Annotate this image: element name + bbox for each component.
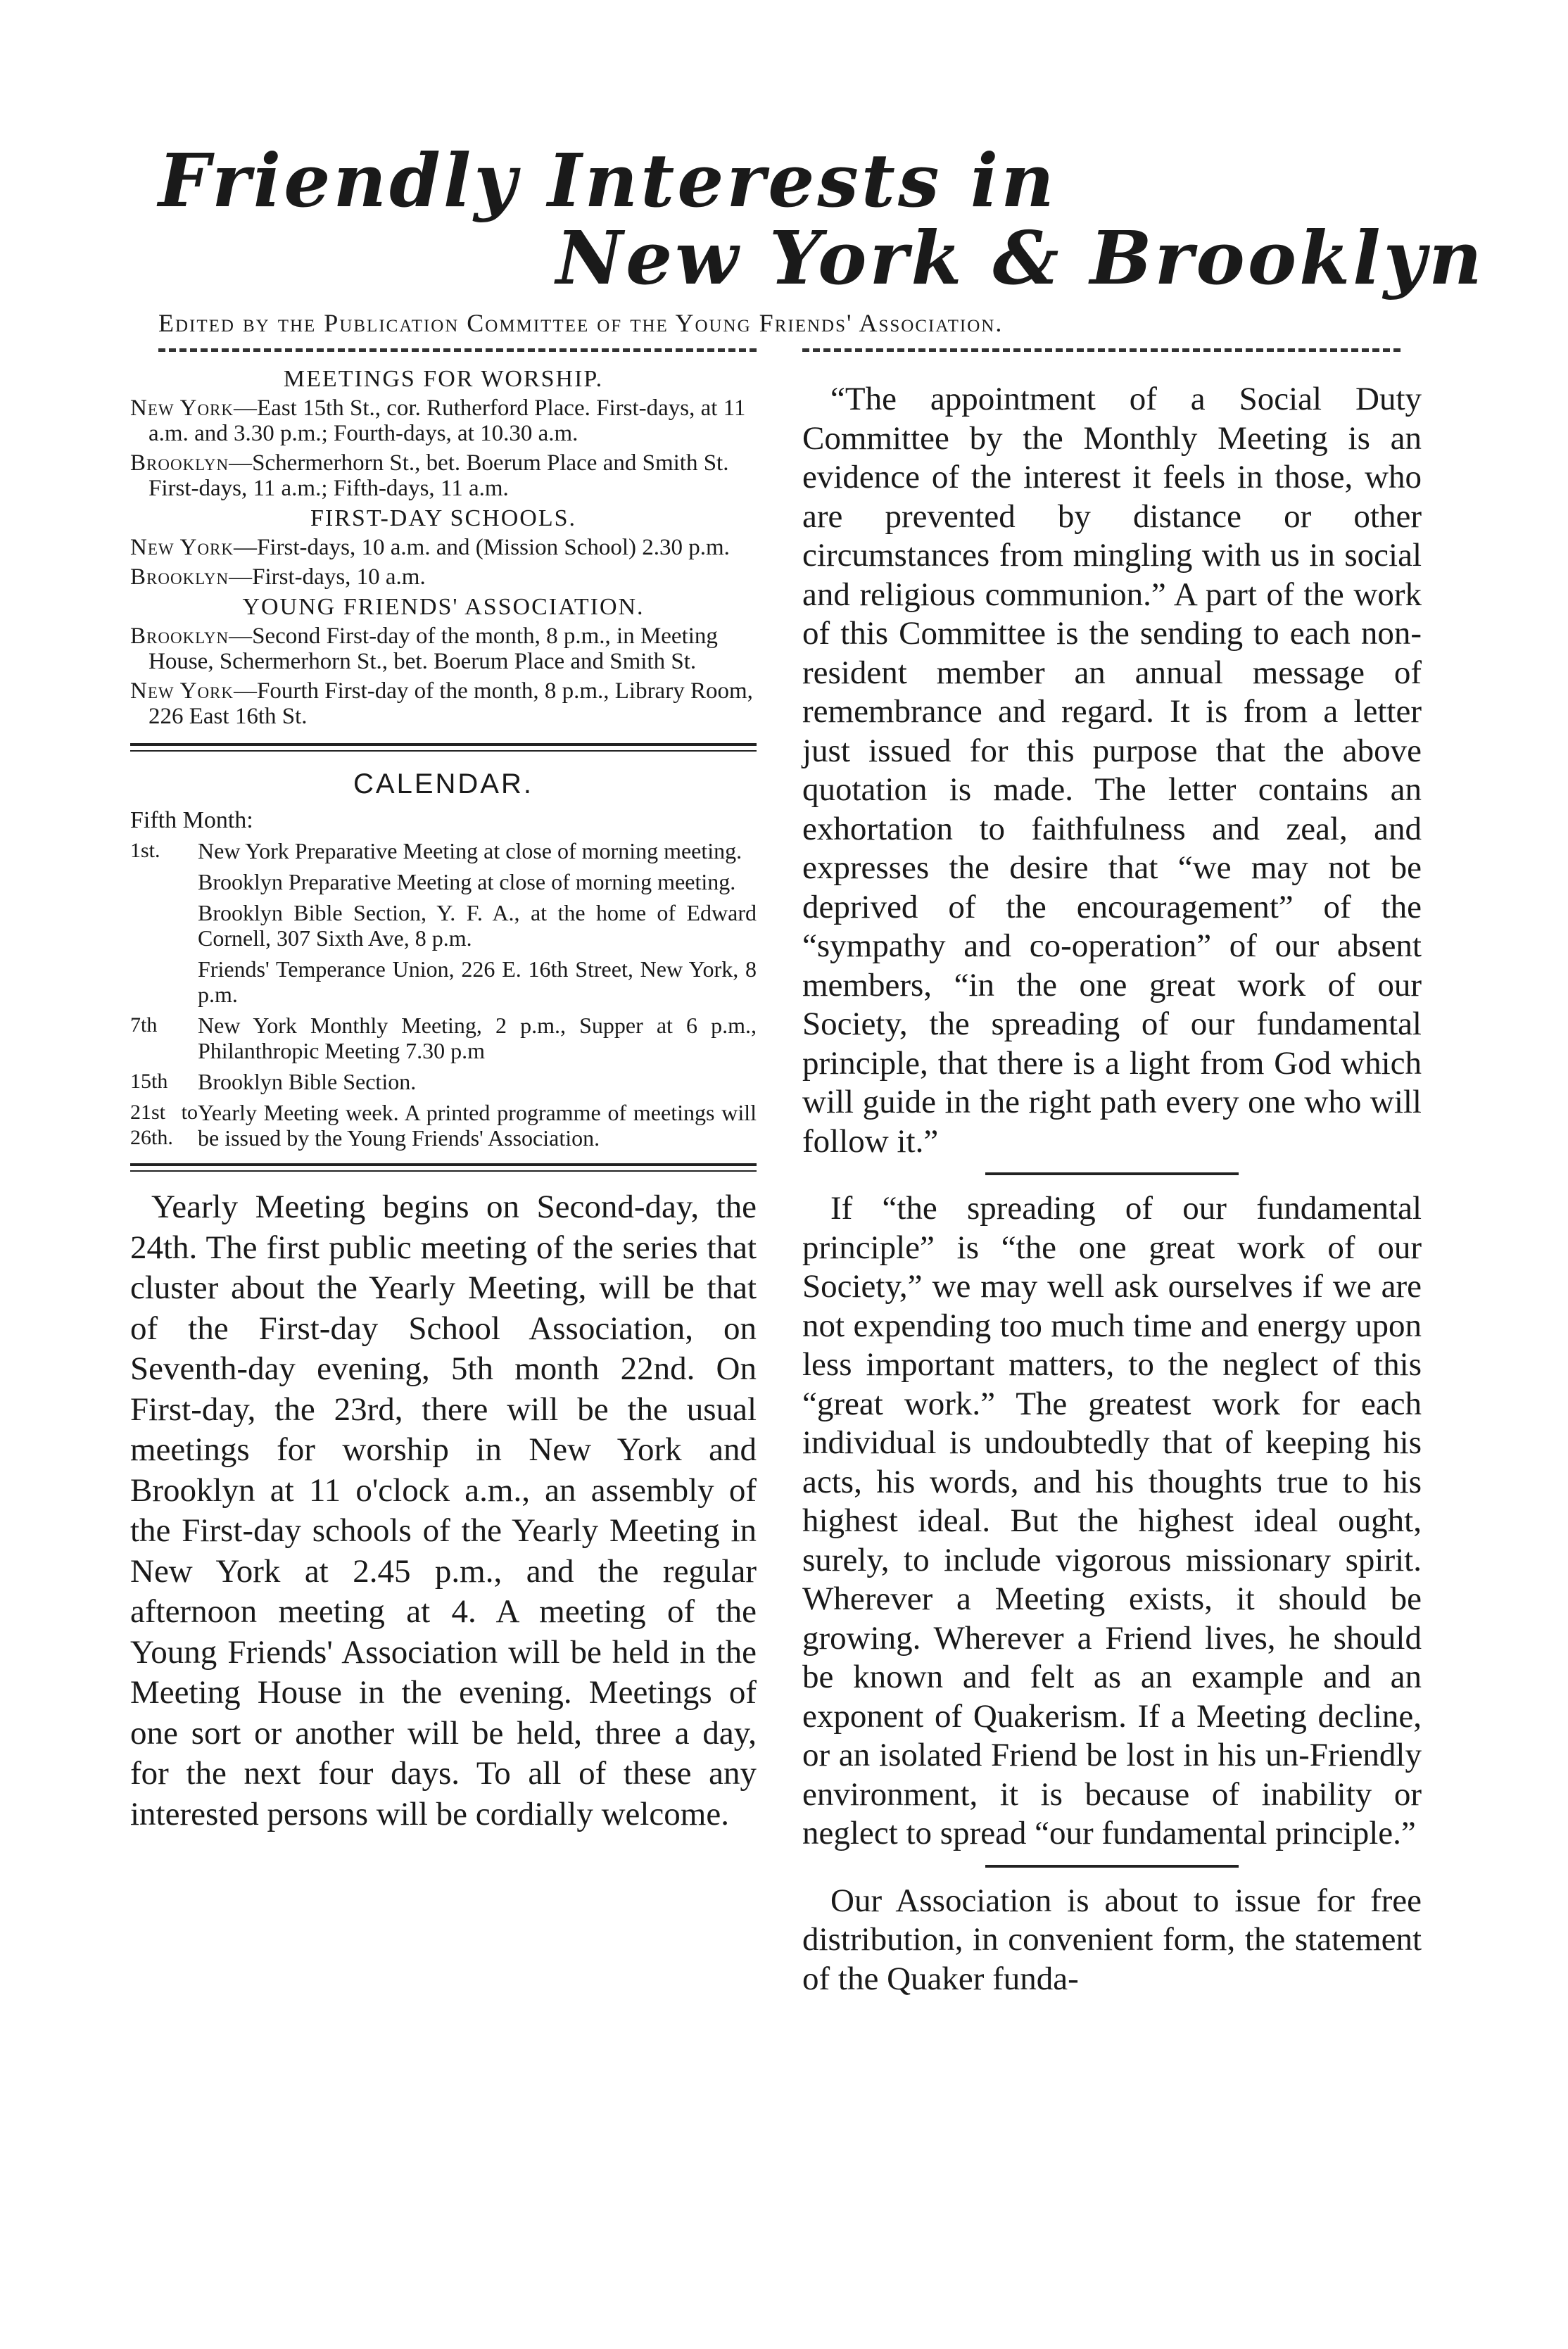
calendar-row — [130, 1013, 757, 1069]
meetings-heading: MEETINGS FOR WORSHIP. — [283, 366, 604, 392]
left-column — [130, 366, 757, 1835]
masthead-title-line1: Friendly Interests in — [158, 137, 1057, 224]
calendar-row — [130, 900, 757, 956]
association-entry-brooklyn: Brooklyn—Second First-day of the month, 8 p.m., in Meeting House, Schermerhorn St., bet. Boerum Place and Smith St. — [130, 623, 718, 674]
school-entry-new-york: New York—First-days, 10 a.m. and (Mission School) 2.30 p.m. — [130, 535, 730, 560]
calendar-text: Yearly Meeting week. A printed programme of meetings will be issued by the Young Friends' Association. — [198, 1100, 757, 1151]
header-rule-left — [158, 348, 757, 352]
header-rule-right — [802, 348, 1401, 352]
association-entry-new-york: New York—Fourth First-day of the month, 8 p.m., Library Room, 226 East 16th St. — [130, 678, 753, 729]
calendar-text: Brooklyn Bible Section, Y. F. A., at the home of Edward Cornell, 307 Sixth Ave, 8 p.m. — [198, 900, 757, 951]
fundamental-principle-article: If “the spreading of our fundamental principle” is “the one great work of our Society,” we may well ask ourselves if we are not expending too much time and energy upon less important matters, to the neglect of this “great work.” The greatest work for each individual is undoubtedly that of keeping his acts, his words, and his thoughts true to his highest ideal. But the highest ideal ought, surely, to include vigorous missionary spirit. Wherever a Meeting exists, it should be growing. Wherever a Friend lives, he should be known and felt as an example and an exponent of Quakerism. If a Meeting decline, or an isolated Friend be lost in his un-Friendly environment, it is because of inability or neglect to spread “our fundamental principle.” — [802, 1190, 1422, 1851]
social-duty-article: “The appointment of a Social Duty Committee by the Monthly Meeting is an evidence of the interest it feels in those, who are prevented by distance or other circumstances from mingling with us in social and religious communion.” A part of the work of this Committee is the sending to each non-resident member an annual message of remembrance and regard. It is from a letter just issued for this purpose that the above quotation is made. The letter contains an exhortation to faithfulness and zeal, and expresses the desire that “we may not be deprived of the encouragement” of the “sympathy and co-operation” of our absent members, “in the one great work of our Society, the spreading of our fundamental principle, that there is a light from God which will guide in the right path every one who will follow it.” — [802, 381, 1422, 1160]
school-entry-brooklyn: Brooklyn—First-days, 10 a.m. — [130, 564, 426, 590]
calendar-date — [130, 956, 198, 1013]
calendar-row — [130, 1100, 757, 1156]
calendar-rule-bottom — [130, 1163, 757, 1172]
calendar-date — [130, 900, 198, 956]
right-column — [802, 380, 1422, 1999]
calendar-date — [130, 869, 198, 900]
section-divider — [985, 1865, 1239, 1868]
calendar-date: 21st to 26th. — [130, 1101, 198, 1149]
editor-credit: Edited by the Publication Committee of the Young Friends' Association. — [158, 309, 1004, 337]
association-notice-article: Our Association is about to issue for free distribution, in convenient form, the statement of the Quaker funda- — [802, 1882, 1422, 1997]
calendar-rule-top — [130, 743, 757, 752]
calendar-text: Brooklyn Preparative Meeting at close of morning meeting. — [198, 869, 736, 894]
calendar-heading: CALENDAR. — [353, 768, 533, 799]
meeting-entry-brooklyn: Brooklyn—Schermerhorn St., bet. Boerum Place and Smith St. First-days, 11 a.m.; Fifth-days, 11 a.m. — [130, 450, 729, 501]
schools-heading: FIRST-DAY SCHOOLS. — [310, 505, 576, 531]
calendar-text: New York Monthly Meeting, 2 p.m., Supper at 6 p.m., Philanthropic Meeting 7.30 p.m — [198, 1013, 757, 1063]
calendar-row — [130, 838, 757, 869]
masthead-title-line2: New York & Brooklyn — [556, 215, 1485, 301]
calendar-date: 1st. — [130, 839, 160, 862]
association-heading: YOUNG FRIENDS' ASSOCIATION. — [242, 594, 645, 620]
calendar-row — [130, 869, 757, 900]
calendar-date: 7th — [130, 1013, 158, 1037]
meeting-entry-new-york: New York—East 15th St., cor. Rutherford Place. First-days, at 11 a.m. and 3.30 p.m.; Fourth-days, at 10.30 a.m. — [130, 395, 746, 446]
calendar-text: Brooklyn Bible Section. — [198, 1069, 417, 1094]
calendar-text: Friends' Temperance Union, 226 E. 16th Street, New York, 8 p.m. — [198, 956, 757, 1007]
calendar-row — [130, 1069, 757, 1100]
calendar-date: 15th — [130, 1070, 168, 1093]
section-divider — [985, 1172, 1239, 1175]
calendar-table — [130, 838, 757, 1156]
calendar-month: Fifth Month: — [130, 807, 253, 833]
masthead — [0, 0, 1568, 338]
calendar-row — [130, 956, 757, 1013]
yearly-meeting-article: Yearly Meeting begins on Second-day, the 24th. The first public meeting of the series that cluster about the Yearly Meeting, will be that of the First-day School Association, on Seventh-day evening, 5th month 22nd. On First-day, the 23rd, there will be the usual meetings for worship in New York and Brooklyn at 11 o'clock a.m., an assembly of the First-day schools of the Yearly Meeting in New York at 2.45 p.m., and the regular afternoon meeting at 4. A meeting of the Young Friends' Association will be held in the Meeting House in the evening. Meetings of one sort or another will be held, three a day, for the next four days. To all of these any interested persons will be cordially welcome. — [130, 1189, 757, 1832]
calendar-text: New York Preparative Meeting at close of morning meeting. — [198, 838, 742, 863]
